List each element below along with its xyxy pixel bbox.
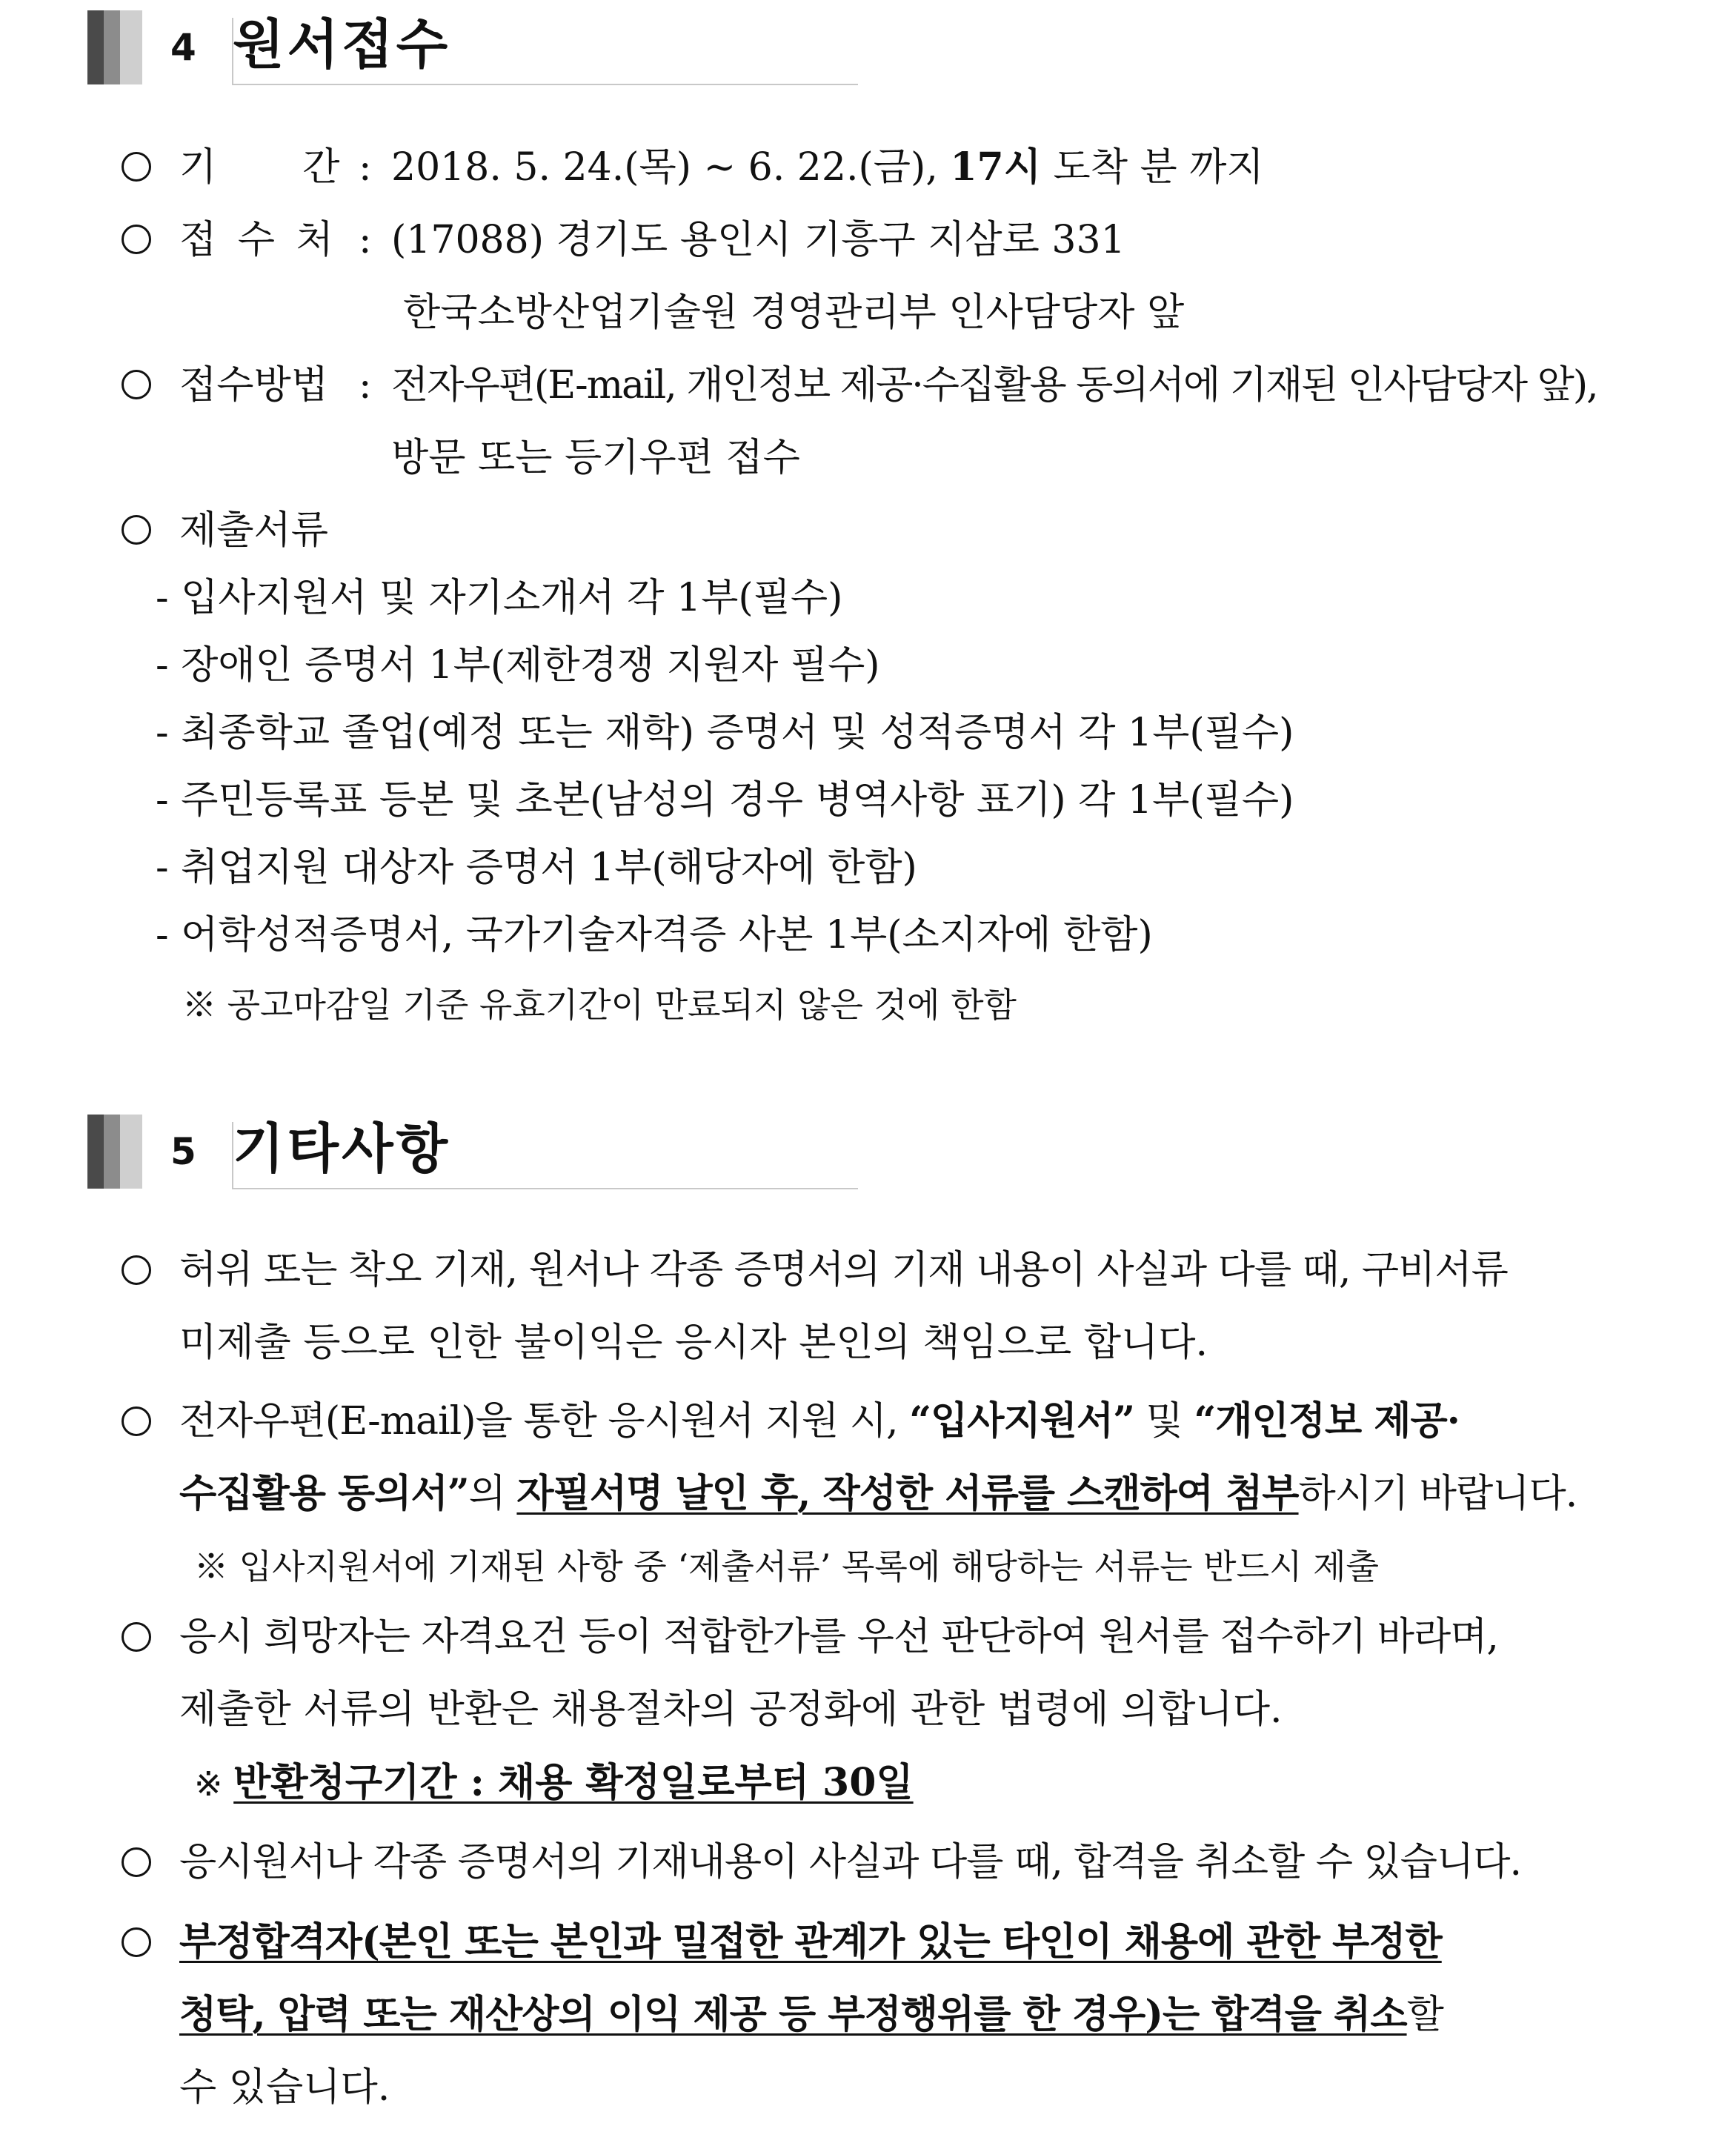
notice-item-3-line-2: 제출한 서류의 반환은 채용절차의 공정화에 관한 법령에 의합니다.: [179, 1687, 1283, 1732]
divider: [232, 1188, 858, 1189]
notice-item-1-line-2: 미제출 등으로 인한 불이익은 응시자 본인의 책임으로 합니다.: [179, 1321, 1208, 1365]
docs-item: - 취업지원 대상자 증명서 1부(해당자에 한함): [156, 846, 917, 890]
bullet-circle-icon: [122, 1847, 151, 1877]
notice-item-2-line-2: 수집활용 동의서”의 자필서명 날인 후, 작성한 서류를 스캔하여 첨부하시기 바랍니다.: [179, 1471, 1577, 1516]
place-separator: :: [359, 218, 372, 262]
place-recipient: 한국소방산업기술원 경영관리부 인사담당자 앞: [403, 290, 1185, 335]
docs-title: 제출서류: [179, 508, 328, 553]
notice-item-1-line-1: 허위 또는 착오 기재, 원서나 각종 증명서의 기재 내용이 사실과 다를 때, 구비서류: [179, 1248, 1508, 1292]
section-title: 기타사항: [233, 1117, 451, 1180]
docs-note: ※ 공고마감일 기준 유효기간이 만료되지 않은 것에 한함: [182, 985, 1017, 1025]
bullet-circle-icon: [122, 515, 151, 545]
notice-item-4: 응시원서나 각종 증명서의 기재내용이 사실과 다를 때, 합격을 취소할 수 있습니다.: [179, 1840, 1522, 1884]
period-label: 기 간: [179, 145, 343, 190]
docs-item: - 장애인 증명서 1부(제한경쟁 지원자 필수): [156, 643, 880, 688]
notice-item-3-note: ※ 반환청구기간 : 채용 확정일로부터 30일: [194, 1760, 914, 1805]
bullet-circle-icon: [122, 1406, 151, 1436]
docs-item: - 입사지원서 및 자기소개서 각 1부(필수): [156, 576, 843, 620]
bullet-circle-icon: [122, 1927, 151, 1957]
section-number: 4: [170, 26, 196, 69]
docs-item: - 최종학교 졸업(예정 또는 재학) 증명서 및 성적증명서 각 1부(필수): [156, 711, 1294, 755]
section-number: 5: [170, 1130, 196, 1173]
docs-item: - 주민등록표 등본 및 초본(남성의 경우 병역사항 표기) 각 1부(필수): [156, 778, 1294, 823]
notice-item-2-note: ※ 입사지원서에 기재된 사항 중 ‘제출서류’ 목록에 해당하는 서류는 반드시 제출: [194, 1547, 1379, 1587]
section-5-header: [87, 1115, 858, 1189]
notice-item-3-line-1: 응시 희망자는 자격요건 등이 적합한가를 우선 판단하여 원서를 접수하기 바라며,: [179, 1615, 1498, 1659]
place-label: 접 수 처: [179, 218, 338, 262]
place-address: (17088) 경기도 용인시 기흥구 지삼로 331: [391, 218, 1125, 262]
notice-item-5-line-1: 부정합격자(본인 또는 본인과 밀접한 관계가 있는 타인이 채용에 관한 부정한: [179, 1919, 1442, 1964]
method-separator: :: [359, 363, 372, 408]
method-line-1: 전자우편(E-mail, 개인정보 제공·수집활용 동의서에 기재된 인사담당자 앞),: [391, 363, 1597, 408]
section-marker-bars: [87, 1115, 142, 1189]
section-4-header: [87, 10, 858, 84]
docs-item: - 어학성적증명서, 국가기술자격증 사본 1부(소지자에 한함): [156, 913, 1153, 957]
section-title: 원서접수: [233, 13, 451, 76]
bullet-circle-icon: [122, 225, 151, 254]
method-line-2: 방문 또는 등기우편 접수: [391, 436, 800, 480]
bullet-circle-icon: [122, 1255, 151, 1285]
bullet-circle-icon: [122, 1622, 151, 1652]
bullet-circle-icon: [122, 152, 151, 182]
period-separator: :: [359, 145, 372, 190]
period-value: 2018. 5. 24.(목) ~ 6. 22.(금), 17시 도착 분 까지: [391, 145, 1264, 190]
notice-item-2-line-1: 전자우편(E-mail)을 통한 응시원서 지원 시, “입사지원서” 및 “개인정보 제공·: [179, 1398, 1460, 1444]
section-marker-bars: [87, 10, 142, 84]
divider: [232, 84, 858, 85]
notice-item-5-line-3: 수 있습니다.: [179, 2065, 390, 2110]
bullet-circle-icon: [122, 370, 151, 399]
notice-item-5-line-2: 청탁, 압력 또는 재산상의 이익 제공 등 부정행위를 한 경우)는 합격을 취소할: [179, 1992, 1443, 2037]
method-label: 접수방법: [179, 363, 328, 408]
